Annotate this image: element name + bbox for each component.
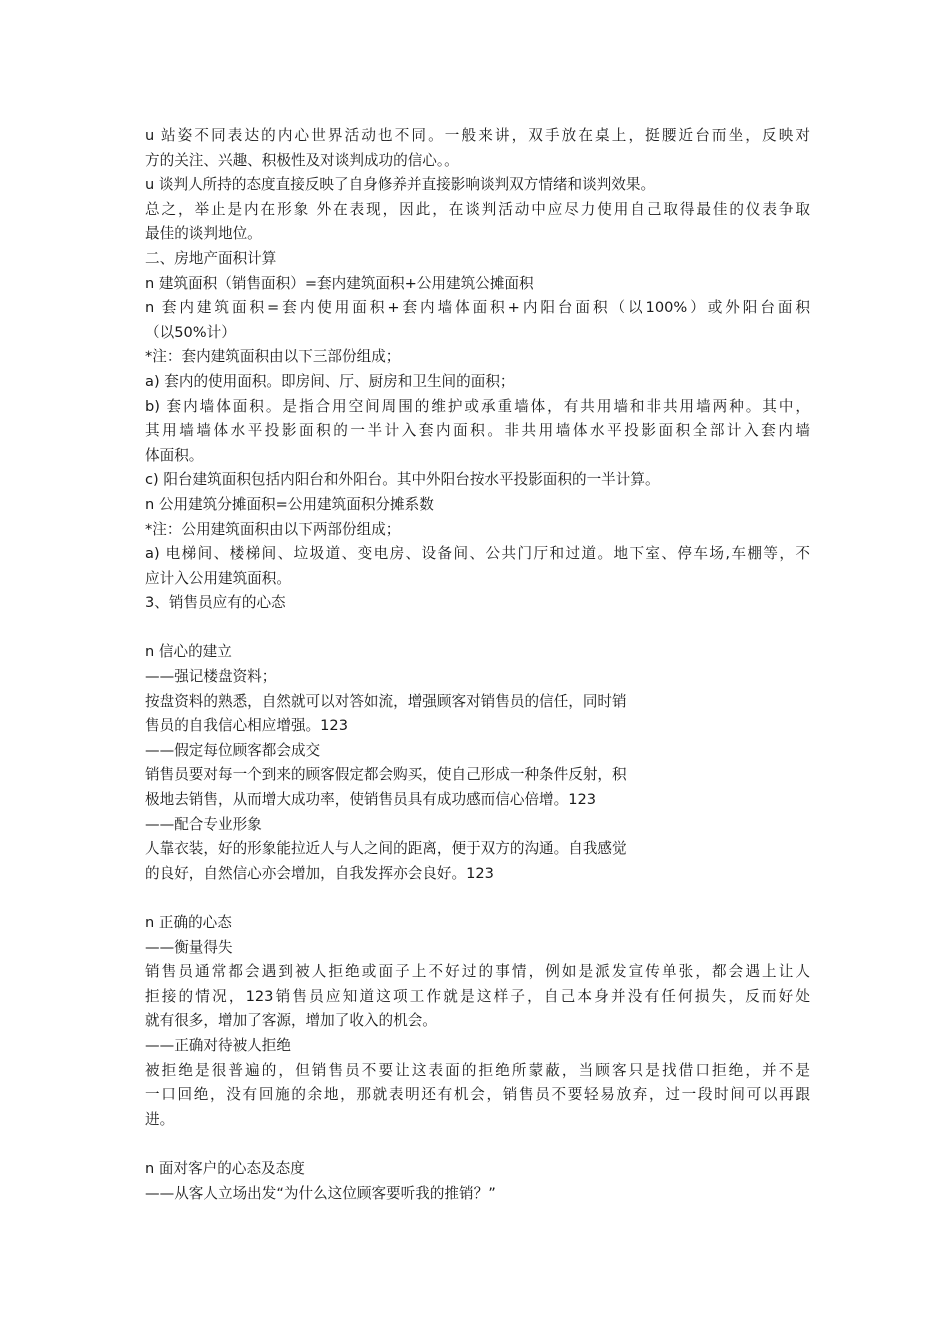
text-line: 方的关注、兴趣、积极性及对谈判成功的信心。。 bbox=[145, 151, 459, 169]
blank-line bbox=[145, 886, 810, 911]
text-line: 拒接的情况，123销售员应知道这项工作就是这样子，自己本身并没有任何损失，反而好处 bbox=[145, 987, 810, 1005]
blank-line bbox=[145, 616, 810, 641]
text-line: 的良好，自然信心亦会增加，自我发挥亦会良好。123 bbox=[145, 864, 494, 882]
text-line: 按盘资料的熟悉，自然就可以对答如流，增强顾客对销售员的信任，同时销 bbox=[145, 692, 627, 710]
text-line: *注：公用建筑面积由以下两部份组成； bbox=[145, 520, 401, 538]
text-line: 人靠衣装，好的形象能拉近人与人之间的距离，便于双方的沟通。自我感觉 bbox=[145, 840, 627, 858]
text-line: 销售员通常都会遇到被人拒绝或面子上不好过的事情，例如是派发宣传单张，都会遇上让人 bbox=[145, 963, 810, 981]
text-line: 二、房地产面积计算 bbox=[145, 249, 277, 267]
text-line: a) 套内的使用面积。即房间、厅、厨房和卫生间的面积； bbox=[145, 372, 515, 390]
text-line: 总之，举止是内在形象 外在表现，因此，在谈判活动中应尽力使用自己取得最佳的仪表争取 bbox=[145, 200, 810, 218]
text-line: *注：套内建筑面积由以下三部份组成； bbox=[145, 348, 401, 366]
text-line: ——强记楼盘资料； bbox=[145, 668, 277, 686]
text-line: （以50%计） bbox=[145, 323, 236, 341]
text-line: 其用墙墙体水平投影面积的一半计入套内面积。非共用墙体水平投影面积全部计入套内墙 bbox=[145, 422, 810, 440]
text-line: 销售员要对每一个到来的顾客假定都会购买，使自己形成一种条件反射，积 bbox=[145, 766, 627, 784]
text-line: 极地去销售，从而增大成功率，使销售员具有成功感而信心倍增。123 bbox=[145, 791, 597, 809]
text-line: n 信心的建立 bbox=[145, 643, 232, 661]
text-line: n 公用建筑分摊面积=公用建筑面积分摊系数 bbox=[145, 495, 434, 513]
text-line: n 套内建筑面积=套内使用面积+套内墙体面积+内阳台面积（以100%）或外阳台面积 bbox=[145, 299, 810, 317]
document-page bbox=[145, 124, 810, 1206]
text-line: n 面对客户的心态及态度 bbox=[145, 1159, 305, 1177]
text-line: n 建筑面积（销售面积）=套内建筑面积+公用建筑公摊面积 bbox=[145, 274, 534, 292]
text-line: 被拒绝是很普遍的，但销售员不要让这表面的拒绝所蒙蔽，当顾客只是找借口拒绝，并不是 bbox=[145, 1061, 810, 1079]
blank-line bbox=[145, 1132, 810, 1157]
text-line: u 站姿不同表达的内心世界活动也不同。一般来讲，双手放在桌上，挺腰近台而坐，反映对 bbox=[145, 127, 810, 144]
text-line: a) 电梯间、楼梯间、垃圾道、变电房、设备间、公共门厅和过道。地下室、停车场,车棚等，不 bbox=[145, 545, 810, 563]
text-line: 最佳的谈判地位。 bbox=[145, 225, 262, 243]
text-line: ——正确对待被人拒绝 bbox=[145, 1036, 291, 1054]
text-line: ——衡量得失 bbox=[145, 938, 233, 956]
text-line: ——从客人立场出发“为什么这位顾客要听我的推销？” bbox=[145, 1184, 496, 1202]
text-line: 体面积。 bbox=[145, 446, 204, 464]
text-line: 3、销售员应有的心态 bbox=[145, 594, 286, 612]
text-line: 应计入公用建筑面积。 bbox=[145, 569, 291, 587]
text-line: 售员的自我信心相应增强。123 bbox=[145, 717, 348, 735]
text-line: ——配合专业形象 bbox=[145, 815, 262, 833]
text-line: ——假定每位顾客都会成交 bbox=[145, 741, 321, 759]
text-line: 就有很多，增加了客源，增加了收入的机会。 bbox=[145, 1012, 437, 1030]
text-line: b) 套内墙体面积。是指合用空间周围的维护或承重墙体，有共用墙和非共用墙两种。其中， bbox=[145, 397, 810, 415]
text-line: 进。 bbox=[145, 1110, 175, 1128]
text-line: n 正确的心态 bbox=[145, 914, 232, 931]
text-line: 一口回绝，没有回施的余地，那就表明还有机会，销售员不要轻易放弃，过一段时间可以再跟 bbox=[145, 1086, 810, 1104]
text-line: u 谈判人所持的态度直接反映了自身修养并直接影响谈判双方情绪和谈判效果。 bbox=[145, 176, 656, 194]
text-line: c) 阳台建筑面积包括内阳台和外阳台。其中外阳台按水平投影面积的一半计算。 bbox=[145, 471, 660, 489]
